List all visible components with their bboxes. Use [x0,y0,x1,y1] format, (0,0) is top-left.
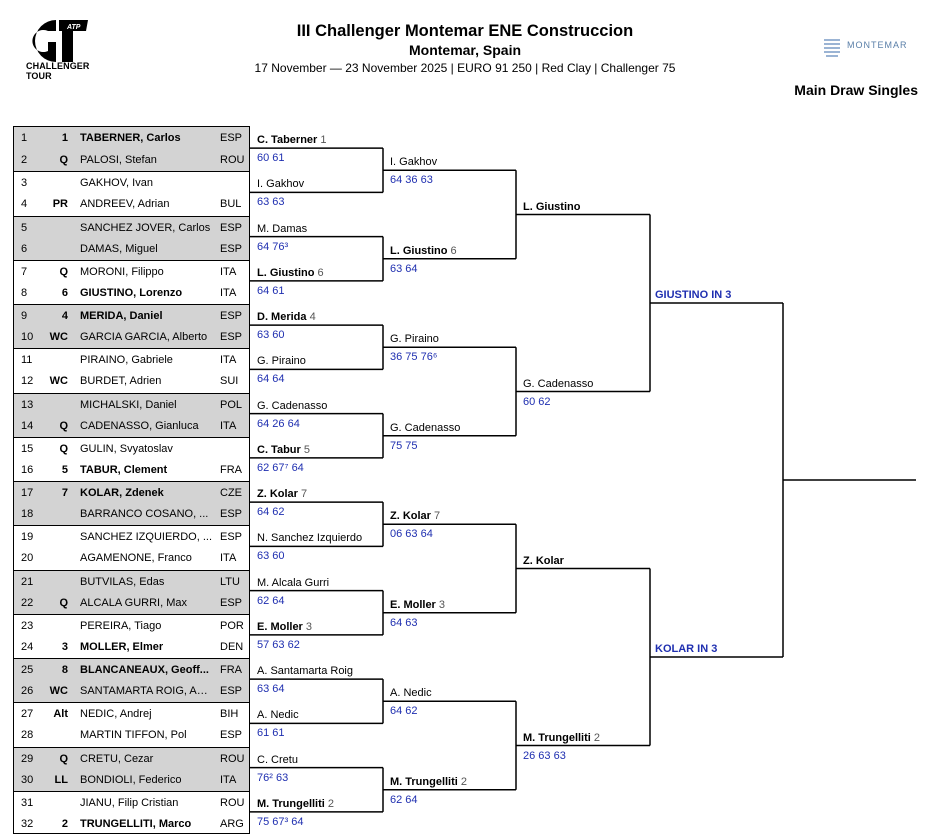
player-name: PALOSI, Stefan [80,154,157,167]
player-country: ITA [220,265,237,278]
match-score: 63 60 [257,550,285,563]
player-name: KOLAR, Zdenek [80,487,164,499]
winner-name [390,599,445,611]
winner-name-text: I. Gakhov [390,156,438,169]
winner-name-text: I. Gakhov [257,178,305,191]
player-name: TRUNGELLITI, Marco [80,817,192,830]
player-country: ESP [220,132,243,144]
player-number: 30 [21,773,34,786]
player-country: ESP [220,508,243,521]
winner-name-text: L. Giustino [390,244,448,257]
match-score: 64 62 [257,506,285,519]
winner-seed: 7 [434,510,441,523]
winner-seed: 6 [317,266,324,279]
match-score: 75 67³ 64 [257,815,304,828]
player-name: ALCALA GURRI, Max [80,596,187,609]
match-score: 63 63 [257,196,285,209]
winner-name-text: M. Trungelliti [390,775,458,788]
winner-name [257,754,298,766]
player-number: 26 [21,685,34,698]
winner-name-text: Z. Kolar [390,510,431,523]
player-name: SANCHEZ IZQUIERDO, ... [80,531,212,544]
match-score: 60 62 [523,395,551,408]
player-name: CRETU, Cezar [80,752,154,765]
player-seed: PR [52,198,68,211]
draw-title: Main Draw Singles [794,82,918,98]
semifinal-result: GIUSTINO IN 3 [655,289,732,301]
winner-seed: 2 [460,775,468,788]
match-score: 64 62 [390,705,418,718]
player-number: 20 [21,552,34,565]
winner-name [390,245,457,257]
winner-name [523,201,580,213]
player-seed: Q [59,154,68,167]
player-seed: Q [59,752,68,765]
winner-seed: 5 [303,443,310,456]
player-country: ESP [220,242,243,255]
player-country: DEN [220,640,244,653]
player-name: BONDIOLI, Federico [80,773,182,786]
player-name: MERIDA, Daniel [80,310,163,322]
winner-name [523,732,600,744]
winner-name-text: A. Nedic [390,687,432,700]
player-name: ANDREEV, Adrian [80,198,170,211]
player-name: SANCHEZ JOVER, Carlos [80,221,211,234]
player-seed: Q [59,442,68,455]
player-number: 6 [21,242,28,255]
player-seed: Q [59,265,68,278]
match-score: 63 64 [257,683,285,696]
winner-name-text: A. Nedic [257,709,299,722]
winner-name-text: Z. Kolar [257,488,298,501]
match-score: 64 26 64 [257,417,300,430]
winner-name-text: Z. Kolar [523,554,564,567]
player-name: BURDET, Adrien [80,375,162,388]
match-score: 62 64 [257,594,285,607]
winner-seed: 3 [438,598,446,611]
winner-seed: 2 [593,731,601,744]
player-name: PIRAINO, Gabriele [80,354,173,367]
match-score: 63 64 [390,262,418,275]
match-score: 62 67⁷ 64 [257,461,304,474]
tournament-location: Montemar, Spain [408,42,522,58]
player-name: CADENASSO, Gianluca [80,419,199,432]
match-score: 57 63 62 [257,638,300,651]
player-country: BIH [220,708,239,721]
match-score: 76² 63 [257,771,289,784]
player-name: GARCIA GARCIA, Alberto [80,331,208,344]
player-country: POR [220,619,244,632]
winner-name-text: G. Cadenasso [523,377,594,390]
player-country: POL [220,398,243,411]
player-seed: 3 [61,640,68,653]
winner-name-text: G. Cadenasso [257,399,328,412]
winner-name-text: L. Giustino [257,266,315,279]
winner-name [390,510,440,522]
player-number: 22 [21,596,34,609]
player-seed: Q [59,596,68,609]
player-country: ROU [220,796,245,809]
match-score: 63 60 [257,329,285,342]
player-country: ROU [220,752,245,765]
player-name: MORONI, Filippo [80,265,164,278]
winner-seed: 6 [450,244,457,257]
player-number: 4 [21,198,28,211]
player-seed: 5 [61,463,68,476]
player-seed: WC [49,375,68,388]
winner-name-text: E. Moller [390,598,436,611]
match-score: 36 75 76⁶ [390,351,438,364]
match-score: 64 36 63 [390,174,433,187]
player-number: 10 [21,331,34,344]
player-number: 2 [21,154,28,167]
player-seed: 6 [61,286,68,299]
player-name: GAKHOV, Ivan [80,177,153,190]
player-number: 32 [21,817,34,830]
player-name: SANTAMARTA ROIG, An... [80,685,212,698]
player-country: ITA [220,419,237,432]
winner-name [257,311,316,323]
winner-name-text: C. Cretu [257,753,298,766]
player-country: LTU [220,575,240,588]
player-number: 16 [21,463,34,476]
player-name: BARRANCO COSANO, ... [80,508,209,521]
player-number: 31 [21,796,34,809]
player-seed: 7 [61,487,68,499]
player-seed: 2 [61,817,68,830]
player-country: FRA [220,463,242,476]
player-number: 25 [21,664,34,676]
player-country: ESP [220,685,243,698]
player-number: 13 [21,398,34,411]
player-country: ROU [220,154,245,167]
player-number: 15 [21,442,34,455]
winner-seed: 2 [327,797,335,810]
winner-name-text: M. Alcala Gurri [257,576,330,589]
winner-name [390,776,467,788]
player-seed: LL [54,773,68,786]
player-country: ITA [220,286,237,299]
player-country: ESP [220,331,243,344]
player-seed: 4 [61,310,68,322]
player-seed: 8 [61,664,68,676]
winner-seed: 3 [305,620,313,633]
winner-name [257,355,306,367]
logo-wordmark: CHALLENGER TOUR [26,61,90,81]
match-score: 64 63 [390,616,418,629]
winner-name-text: M. Trungelliti [523,731,591,744]
winner-name [257,665,353,677]
player-name: NEDIC, Andrej [80,708,152,721]
winner-seed: 1 [320,134,327,147]
player-seed: 1 [61,132,68,144]
player-number: 18 [21,508,34,521]
player-number: 23 [21,619,34,632]
winner-name-text: E. Moller [257,620,303,633]
winner-name [257,488,307,500]
winner-name [390,422,460,434]
player-number: 3 [21,177,28,190]
winner-name [257,621,312,633]
winner-name [257,134,327,146]
match-score: 61 61 [257,727,285,740]
winner-name-text: C. Taberner [257,134,318,147]
tournament-title: III Challenger Montemar ENE Construccion [296,22,634,40]
player-country: ESP [220,310,243,322]
player-name: GULIN, Svyatoslav [80,442,173,455]
player-number: 19 [21,531,34,544]
player-seed: WC [49,331,68,344]
player-seed: Q [59,419,68,432]
match-score: 64 64 [257,373,285,386]
winner-seed: 7 [301,488,308,501]
winner-name [390,333,439,345]
player-country: ESP [220,596,243,609]
winner-name-text: M. Damas [257,222,308,235]
player-name: TABERNER, Carlos [80,132,181,144]
player-number: 9 [21,310,28,322]
player-number: 12 [21,375,34,388]
match-score: 60 61 [257,152,285,165]
winner-name [523,378,593,390]
logo-atp-text: ATP [67,24,81,31]
winner-name [390,156,437,168]
player-country: FRA [220,664,242,676]
player-name: JIANU, Filip Cristian [80,796,179,809]
player-name: MICHALSKI, Daniel [80,398,177,411]
match-score: 75 75 [390,439,418,452]
player-country: ESP [220,221,243,234]
player-number: 7 [21,265,28,278]
winner-name [257,577,329,589]
winner-name-text: L. Giustino [523,200,581,213]
player-country: ITA [220,773,237,786]
winner-name-text: G. Piraino [257,355,306,368]
match-score: 64 76³ [257,240,289,253]
player-name: GIUSTINO, Lorenzo [80,286,183,299]
match-score: 06 63 64 [390,528,433,541]
player-country: SUI [220,375,239,388]
player-name: BUTVILAS, Edas [80,575,165,588]
winner-name [257,709,299,721]
player-name: AGAMENONE, Franco [80,552,192,565]
winner-name [257,400,327,412]
winner-name [257,178,304,190]
sponsor-name: MONTEMAR [847,40,908,50]
player-number: 14 [21,419,34,432]
winner-name [257,798,334,810]
player-name: DAMAS, Miguel [80,242,158,255]
player-country: CZE [220,487,242,499]
player-name: TABUR, Clement [80,463,168,476]
match-score: 64 61 [257,284,285,297]
player-country: BUL [220,198,242,211]
player-seed: Alt [53,708,68,721]
winner-name-text: G. Piraino [390,333,439,346]
player-number: 28 [21,729,34,742]
winner-name [257,532,362,544]
player-number: 21 [21,575,34,588]
player-number: 8 [21,286,28,299]
tournament-info: 17 November — 23 November 2025 | EURO 91 250 | Red Clay | Challenger 75 [254,61,676,75]
match-score: 26 63 63 [523,749,566,762]
player-number: 1 [21,132,28,144]
winner-name [523,555,564,567]
player-seed: WC [49,685,68,698]
match-score: 62 64 [390,793,418,806]
winner-name [390,687,432,699]
winner-name-text: N. Sanchez Izquierdo [257,532,363,545]
winner-name [257,267,324,279]
player-country: ARG [220,817,244,830]
winner-name [257,223,307,235]
player-number: 24 [21,640,34,653]
winner-name-text: C. Tabur [257,443,301,456]
player-country: ITA [220,552,237,565]
player-name: BLANCANEAUX, Geoff... [80,664,209,676]
winner-seed: 4 [309,311,316,324]
player-number: 5 [21,221,28,234]
player-country: ESP [220,729,243,742]
winner-name-text: A. Santamarta Roig [257,665,353,678]
player-name: PEREIRA, Tiago [80,619,162,632]
player-country: ITA [220,354,237,367]
winner-name [257,444,310,456]
winner-name-text: M. Trungelliti [257,797,325,810]
player-name: MARTIN TIFFON, Pol [80,729,187,742]
player-number: 17 [21,487,34,499]
winner-name-text: G. Cadenasso [390,421,461,434]
player-number: 27 [21,708,34,721]
semifinal-result: KOLAR IN 3 [655,643,718,655]
winner-name-text: D. Merida [257,311,307,324]
player-country: ESP [220,531,243,544]
player-number: 29 [21,752,34,765]
player-number: 11 [21,354,33,367]
player-name: MOLLER, Elmer [80,640,164,653]
